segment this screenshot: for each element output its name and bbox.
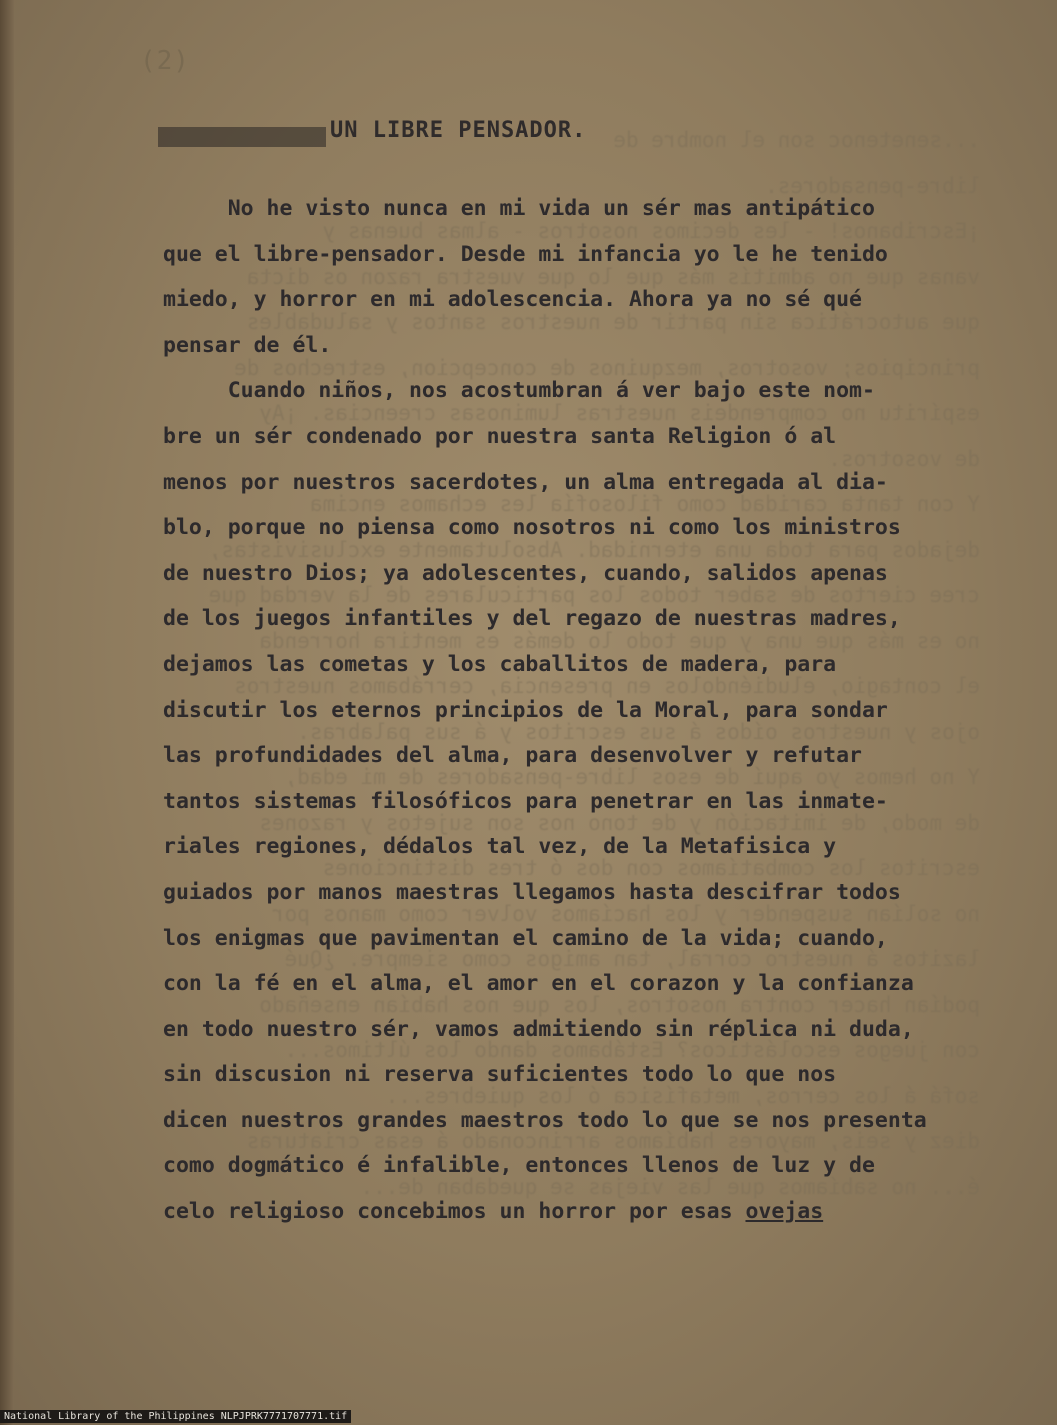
bleed-line: é... no sabíamos que las viejas se quedaban de... [360, 1174, 980, 1199]
text-line: dejamos las cometas y los caballitos de madera, para [163, 651, 837, 677]
text-line: los enigmas que pavimentan el camino de la vida; cuando, [163, 925, 888, 951]
text-line: como dogmático é infalible, entonces llenos de luz y de [163, 1153, 875, 1179]
text-line: las profundidades del alma, para desenvolver y refutar [163, 743, 862, 769]
text-line: Cuando niños, nos acostumbran á ver bajo este nom- [163, 378, 875, 404]
text-line: blo, porque no piensa como nosotros ni como los ministros [163, 515, 901, 541]
bleed-line: dejados para toda una eternidad. Absolutamente exclusivistas, [208, 537, 980, 562]
text-line: que el libre-pensador. Desde mi infancia yo le he tenido [163, 241, 888, 267]
bleed-line: el contagio, eludiéndolos en presencia, cerrábamos nuestros [234, 674, 980, 698]
bleed-line: escritos los combatíamos con dos ó tres distinciones [322, 856, 980, 880]
bleed-line: principios; vosotros, mezquinos de concepcion, estrechos de [234, 355, 980, 380]
body-text [163, 186, 993, 1235]
text-line: miedo, y horror en mi adolescencia. Ahora ya no sé qué [163, 287, 862, 313]
bleed-line: vanas que no admitís más que lo que vuestra razon os dicta [246, 264, 980, 289]
text-line: guiados por manos maestras llegamos hasta descifrar todos [163, 879, 901, 905]
bleed-line: no es más que una y que todo lo demás es mentira horrenda [259, 628, 980, 653]
text-line: No he visto nunca en mi vida un sér mas antipático [163, 196, 875, 221]
text-line: de los juegos infantiles y del regazo de nuestras madres, [163, 606, 901, 632]
bleed-line: ¡Escribanos! - les decimos nosotros - almas buenas y [322, 219, 980, 243]
text-line: tantos sistemas filosóficos para penetrar en las inmate- [163, 788, 888, 814]
bleed-line: de modo, de imitación y de tono nos son sujetos y razones [259, 810, 980, 835]
text-line: discutir los eternos principios de la Moral, para sondar [163, 697, 888, 723]
bleed-line: Y con tanta caridad como filosofía les echamos encima [309, 492, 980, 516]
bleed-line: de vosotros. [828, 446, 980, 471]
bleed-line: podían hacer contra nosotros, los que nos habían enseñado [259, 992, 980, 1017]
bleed-line: que autocrática sin partir de nuestros santos y saludables [246, 310, 980, 334]
text-line: bre un sér condenado por nuestra santa Religion ó al [163, 423, 837, 449]
text-line: pensar de él. [163, 332, 332, 358]
bleed-line: sofá á los cerros, metafísica ó los quiebres... [385, 1083, 980, 1108]
bleed-line: lazitos á nuestro corral, tan amigos como siempre. ¿Qué [284, 947, 980, 971]
text-line: dicen nuestros grandes maestros todo lo que se nos presenta [163, 1107, 927, 1133]
text-line: con la fé en el alma, el amor en el corazon y la confianza [163, 971, 914, 997]
page-number: (2) [140, 46, 190, 76]
page-edge [0, 0, 14, 1425]
document-title: UN LIBRE PENSADOR. [330, 118, 587, 143]
bleed-line: ...senetenoc son el nombre de [613, 128, 980, 152]
struck-out-text [158, 127, 326, 147]
text-line: en todo nuestro sér, vamos admitiendo sin réplica ni duda, [163, 1016, 914, 1042]
bleed-line: espíritu no comprendeis nuestras luminosas creencias. ¡Ay [259, 401, 980, 425]
bleed-line: no solían suspender y los hacíamos volver como manos por [271, 901, 980, 926]
bleed-line: diez y seis, mayores habíamos arrinconado á esas criaturas [246, 1129, 980, 1153]
text-line: sin discusion ni reserva suficientes todo lo que nos [163, 1062, 837, 1088]
text-line: celo religioso concebimos un horror por esas ovejas [163, 1199, 824, 1225]
bleed-line: ojos y nuestros oídos á sus escritos y á sus palabras. [297, 719, 980, 744]
bleed-line: libre-pensadores. [765, 173, 980, 198]
text-line: riales regiones, dédalos tal vez, de la Metafisica y [163, 834, 837, 860]
bleed-line: con juegos escolásticos? Estábamos dando los últimos... [271, 1038, 980, 1062]
bleed-line: Y no hemos yo aquí de esos libre-pensadores de mi edad, [284, 765, 980, 789]
text-line: menos por nuestros sacerdotes, un alma entregada al dia- [163, 469, 888, 495]
archive-footer: National Library of the Philippines NLPJPRK7771707771.tif [0, 1410, 351, 1423]
text-line: de nuestro Dios; ya adolescentes, cuando, salidos apenas [163, 560, 888, 586]
underlined-word: ovejas [745, 1199, 824, 1225]
bleed-line: cree ciertos de saber todos los particulares de la verdad que [208, 583, 980, 607]
